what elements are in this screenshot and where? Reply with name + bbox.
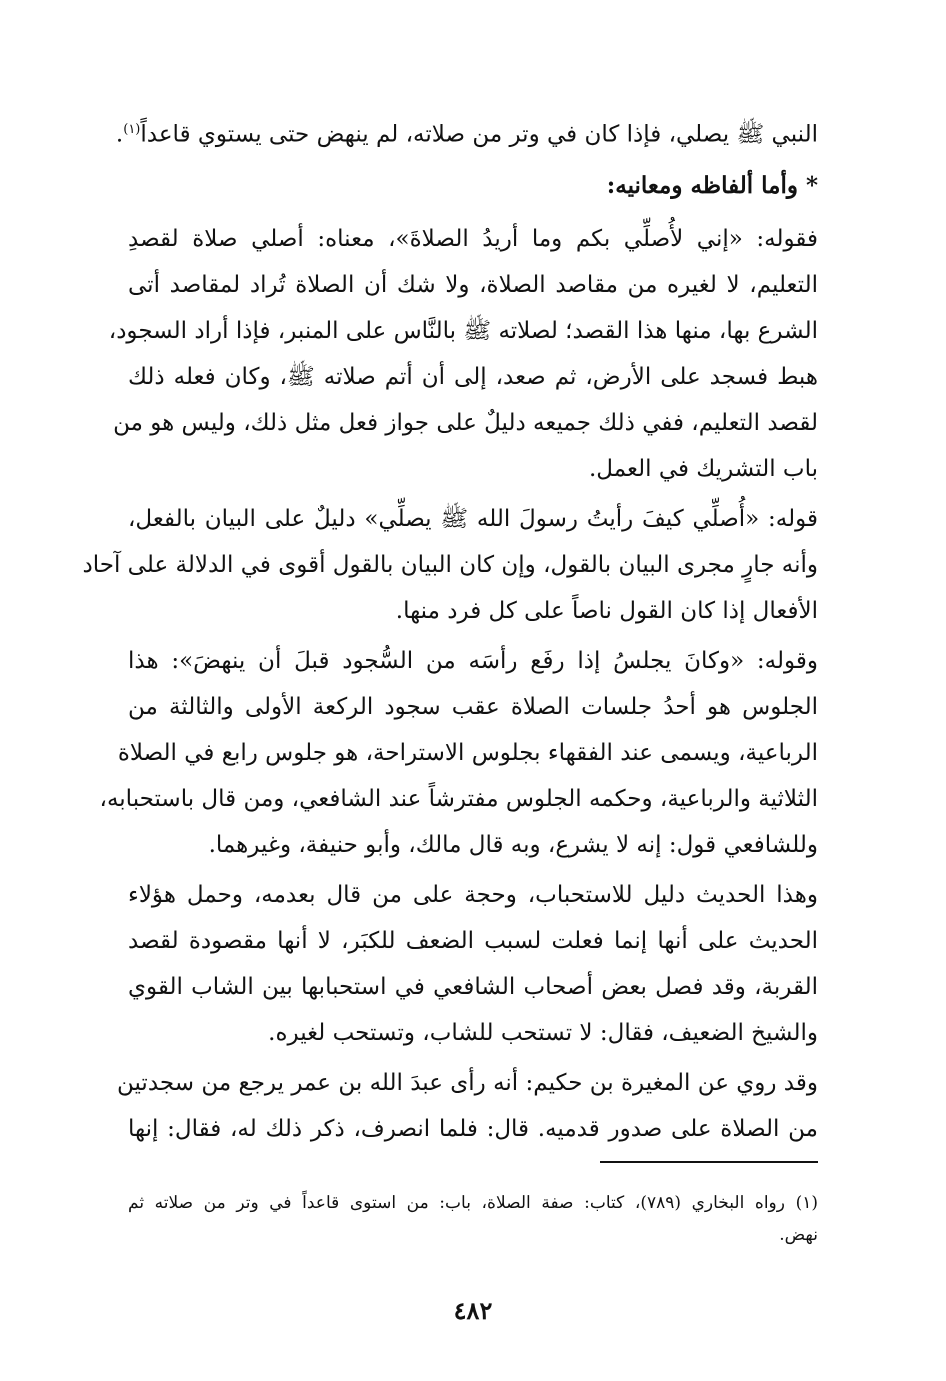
text-line-19: القربة، وقد فصل بعض أصحاب الشافعي في استحبابها بين الشاب القوي xyxy=(128,974,818,1000)
text-line-21: وقد روي عن المغيرة بن حكيم: أنه رأى عبدَ الله بن عمر يرجع من سجدتين xyxy=(116,1070,818,1096)
text-line-17: وهذا الحديث دليل للاستحباب، وحجة على من قال بعدمه، وحمل هؤلاء xyxy=(128,882,818,908)
text-line-11: الأفعال إذا كان القول ناصاً على كل فرد منها. xyxy=(395,598,818,624)
text-line-6: هبط فسجد على الأرض، ثم صعد، إلى أن أتم صلاته ﷺ، وكان فعله ذلك xyxy=(128,364,818,390)
text-line-18: الحديث على أنها إنما فعلت لسبب الضعف للكبَر، لا أنها مقصودة لقصد xyxy=(128,928,818,954)
footnote-line-2: نهض. xyxy=(779,1225,818,1245)
text-line-1: النبي ﷺ يصلي، فإذا كان في وتر من صلاته، لم ينهض حتى يستوي قاعداً$^{(١)}$. xyxy=(115,121,818,148)
text-line-15: الثلاثية والرباعية، وحكمه الجلوس مفترشاً عند الشافعي، ومن قال باستحبابه، xyxy=(99,786,818,812)
text-line-7: لقصد التعليم، ففي ذلك جميعه دليلٌ على جواز فعل مثل ذلك، وليس هو من xyxy=(113,410,818,436)
text-line-9: قوله: «أُصلِّي كيفَ رأيتُ رسولَ الله ﷺ يصلِّي» دليلٌ على البيان بالفعل، xyxy=(128,506,818,532)
page-number: ٤٨٢ xyxy=(453,1296,493,1325)
footnote-line-1: (١) رواه البخاري (٧٨٩)، كتاب: صفة الصلاة، باب: من استوى قاعداً في وتر من صلاته ثم xyxy=(128,1193,818,1213)
text-line-4: التعليم، لا لغيره من مقاصد الصلاة، ولا شك أن الصلاة تُراد لمقاصد أتى xyxy=(128,272,818,298)
text-line-10: وأنه جارٍ مجرى البيان بالقول، وإن كان البيان بالقول أقوى في الدلالة على آحاد xyxy=(82,552,818,578)
text-line-16: وللشافعي قول: إنه لا يشرع، وبه قال مالك، وأبو حنيفة، وغيرهما. xyxy=(208,832,818,858)
text-line-8: باب التشريك في العمل. xyxy=(588,456,818,482)
text-line-5: الشرع بها، منها هذا القصد؛ لصلاته ﷺ بالنَّاس على المنبر، فإذا أراد السجود، xyxy=(108,318,818,344)
text-line-3: فقوله: «إني لأُصلِّي بكم وما أريدُ الصلاةَ»، معناه: أصلي صلاة لقصدِ xyxy=(128,226,818,252)
section-heading: * وأما ألفاظه ومعانيه: xyxy=(606,172,818,199)
text-line-22: من الصلاة على صدور قدميه. قال: فلما انصرف، ذكر ذلك له، فقال: إنها xyxy=(128,1116,818,1142)
text-line-12: وقوله: «وكانَ يجلسُ إذا رفَع رأسَه من السُّجود قبلَ أن ينهضَ»: هذا xyxy=(128,648,818,674)
footnote-separator xyxy=(600,1161,818,1163)
footnote-marker: (١) xyxy=(123,122,141,137)
text-line-13: الجلوس هو أحدُ جلسات الصلاة عقب سجود الركعة الأولى والثالثة من xyxy=(128,694,818,720)
text-line-14: الرباعية، ويسمى عند الفقهاء بجلوس الاستراحة، هو جلوس رابع في الصلاة xyxy=(117,740,818,766)
text-line-20: والشيخ الضعيف، فقال: لا تستحب للشاب، وتستحب لغيره. xyxy=(268,1020,818,1046)
